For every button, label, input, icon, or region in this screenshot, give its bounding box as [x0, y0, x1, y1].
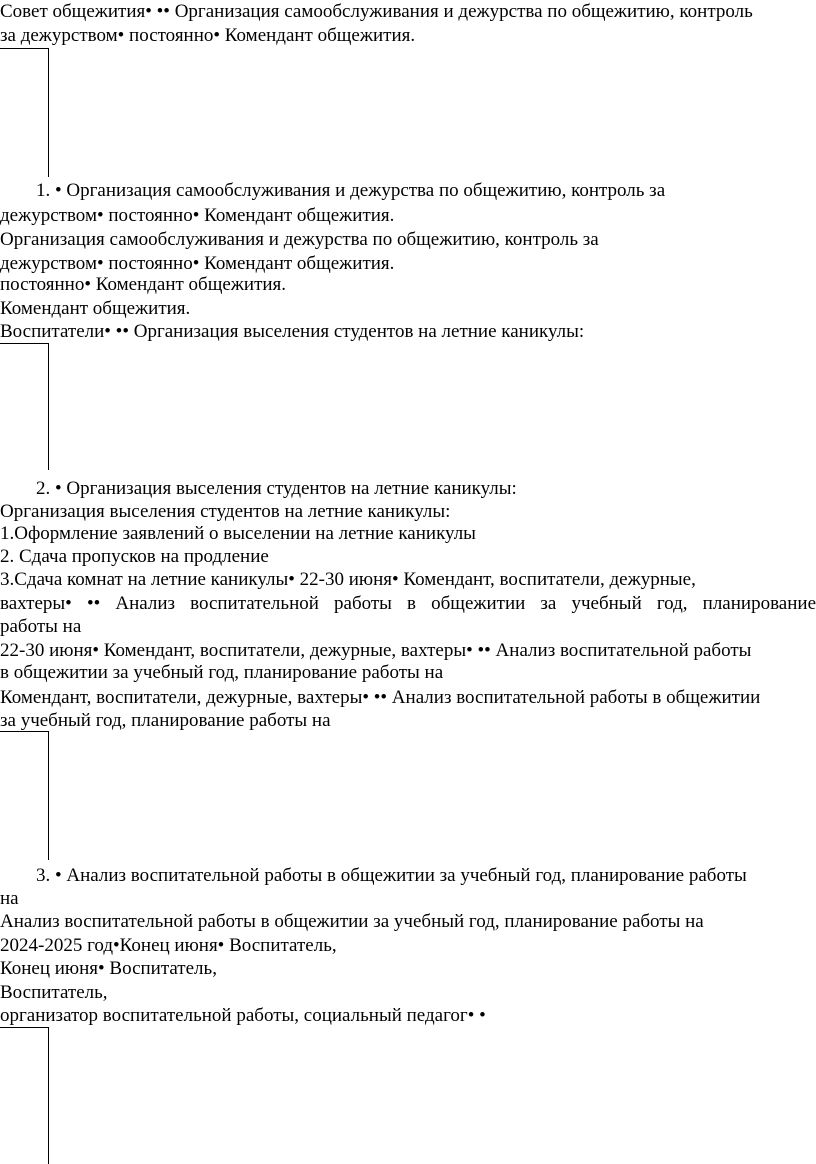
text-line: в общежитии за учебный год, планирование работы на [0, 662, 444, 683]
text-line: организатор воспитательной работы, социальный педагог• • [0, 1005, 486, 1026]
text-line: Воспитатели• •• Организация выселения студентов на летние каникулы: [0, 321, 585, 342]
text-line: Организация выселения студентов на летние каникулы: [0, 501, 451, 522]
text-line: 22-30 июня• Комендант, воспитатели, дежурные, вахтеры• •• Анализ воспитательной работы [0, 640, 752, 661]
list-item-number: 1. • Организация самообслуживания и дежурства по общежитию, контроль за [36, 180, 666, 201]
text-line: за дежурством• постоянно• Комендант общежития. [0, 25, 416, 46]
text-line: Анализ воспитательной работы в общежитии за учебный год, планирование работы на [0, 911, 704, 932]
text-line: 1.Оформление заявлений о выселении на летние каникулы [0, 523, 476, 544]
text-line: Конец июня• Воспитатель, [0, 958, 217, 979]
table-frame [0, 343, 49, 470]
table-frame [0, 731, 49, 860]
text-line: за учебный год, планирование работы на [0, 710, 331, 731]
text-line: Комендант, воспитатели, дежурные, вахтеры• •• Анализ воспитательной работы в общежитии [0, 687, 761, 708]
table-frame [0, 1027, 49, 1164]
text-line: 2024-2025 год•Конец июня• Воспитатель, [0, 935, 337, 956]
text-line: 3.Сдача комнат на летние каникулы• 22-30 июня• Комендант, воспитатели, дежурные, [0, 569, 696, 590]
text-line: вахтеры• •• Анализ воспитательной работы в общежитии за учебный год, планирование [0, 593, 816, 614]
text-line: дежурством• постоянно• Комендант общежития. [0, 253, 395, 274]
text-line: постоянно• Комендант общежития. [0, 274, 287, 295]
text-line: работы на [0, 616, 82, 637]
text-line: дежурством• постоянно• Комендант общежития. [0, 205, 395, 226]
list-item-number: 3. • Анализ воспитательной работы в общежитии за учебный год, планирование работы [36, 865, 747, 886]
text-line: Комендант общежития. [0, 298, 191, 319]
list-item-number: 2. • Организация выселения студентов на летние каникулы: [36, 478, 517, 499]
text-line: 2. Сдача пропусков на продление [0, 546, 269, 567]
text-line: Совет общежития• •• Организация самообслуживания и дежурства по общежитию, контроль [0, 1, 753, 22]
table-frame [0, 48, 49, 177]
text-line: Воспитатель, [0, 982, 108, 1003]
text-line: на [0, 888, 19, 909]
text-line: Организация самообслуживания и дежурства по общежитию, контроль за [0, 229, 599, 250]
